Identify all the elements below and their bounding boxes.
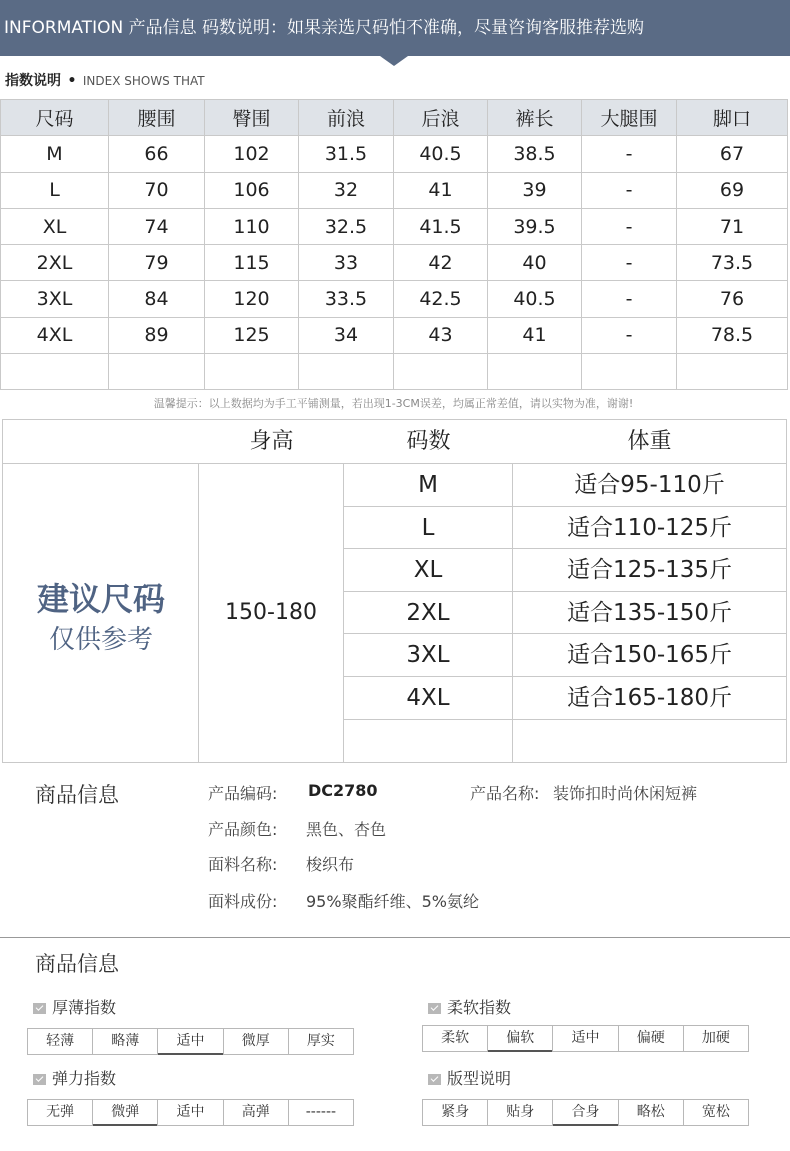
table-cell: 74	[109, 208, 205, 244]
scale-option: 加硬	[701, 1030, 730, 1046]
scale-option: 柔软	[423, 1026, 488, 1051]
table-cell: 42.5	[394, 281, 488, 317]
recommend-size: XL	[344, 549, 513, 591]
table-row-empty	[1, 354, 788, 390]
table-cell: 34	[299, 317, 394, 353]
index-label-cn: 指数说明	[5, 73, 61, 89]
softness-scale	[422, 1025, 749, 1052]
table-cell: 40	[488, 245, 582, 281]
table-cell: 79	[109, 245, 205, 281]
recommend-size	[344, 720, 513, 763]
fabric-name-label: 面料名称:	[208, 855, 278, 874]
table-cell	[394, 354, 488, 390]
recommend-size: L	[344, 507, 513, 549]
table-cell	[677, 354, 788, 390]
softness-index-heading	[428, 995, 511, 1018]
table-cell: 89	[109, 317, 205, 353]
table-header-row	[1, 100, 788, 136]
table-row	[1, 136, 788, 172]
recommend-size: 2XL	[344, 592, 513, 634]
banner-arrow	[380, 56, 408, 66]
recommend-row	[344, 634, 786, 677]
scale-option-selected: 偏软	[488, 1026, 553, 1051]
table-cell: 41	[488, 317, 582, 353]
recommend-row	[344, 677, 786, 720]
scale-option: 紧身	[423, 1100, 488, 1125]
scale-option: 适中	[158, 1100, 223, 1125]
header-cell: 后浪	[394, 100, 488, 136]
index-section-label	[5, 70, 205, 90]
table-cell: 39.5	[488, 208, 582, 244]
recommend-rows	[344, 464, 786, 762]
scale-option-selected: 合身	[553, 1100, 618, 1125]
table-cell: 110	[205, 208, 299, 244]
recommend-row	[344, 507, 786, 550]
fit-index-heading	[428, 1066, 511, 1089]
header-cell: 臀围	[205, 100, 299, 136]
product-color-label: 产品颜色:	[208, 820, 278, 839]
product-code-value: DC2780	[308, 781, 378, 800]
scale-option: 高弹	[224, 1100, 289, 1125]
table-cell: 66	[109, 136, 205, 172]
recommend-subtitle: 仅供参考	[48, 625, 153, 655]
recommend-size: M	[344, 464, 513, 506]
scale-option: ------	[305, 1104, 337, 1120]
scale-option: 略松	[619, 1100, 684, 1125]
product-name-value: 装饰扣时尚休闲短裤	[553, 784, 698, 803]
table-cell: 41.5	[394, 208, 488, 244]
table-cell: 78.5	[677, 317, 788, 353]
checkmark-icon	[428, 1074, 441, 1085]
table-cell: 106	[205, 172, 299, 208]
fabric-composition-value: 95%聚酯纤维、5%氨纶	[306, 892, 479, 911]
table-cell: 70	[109, 172, 205, 208]
table-cell: L	[1, 172, 109, 208]
recommend-weight: 适合150-165斤	[566, 642, 733, 669]
recommend-weight: 适合110-125斤	[566, 514, 733, 541]
recommend-weight: 适合165-180斤	[566, 684, 733, 711]
product-info-title: 商品信息	[35, 783, 119, 807]
header-cell: 脚口	[677, 100, 788, 136]
recommend-row-empty	[344, 720, 786, 763]
table-cell	[488, 354, 582, 390]
table-cell	[109, 354, 205, 390]
header-cell: 前浪	[299, 100, 394, 136]
bullet-icon: •	[67, 73, 77, 89]
recommend-title: 建议尺码	[36, 580, 165, 618]
height-range: 150-180	[199, 464, 344, 762]
table-cell: 125	[205, 317, 299, 353]
checkmark-icon	[33, 1003, 46, 1014]
product-name-label: 产品名称:	[470, 784, 540, 803]
recommend-size: 3XL	[344, 634, 513, 676]
thickness-index-heading	[33, 995, 116, 1018]
table-cell	[582, 354, 677, 390]
recommend-weight: 适合135-150斤	[566, 599, 733, 626]
table-cell: -	[582, 317, 677, 353]
header-cell: 尺码	[1, 100, 109, 136]
table-cell: -	[582, 172, 677, 208]
banner-title: INFORMATION 产品信息 码数说明：如果亲选尺码怕不准确，尽量咨询客服推荐选购	[4, 18, 644, 38]
measurement-tip: 温馨提示：以上数据均为手工平铺测量，若出现1-3CM误差，均属正常差值，请以实物为准，谢谢!	[153, 397, 634, 410]
scale-option: 适中	[553, 1026, 618, 1051]
table-cell: 33	[299, 245, 394, 281]
scale-option: 微厚	[224, 1029, 289, 1054]
table-cell: XL	[1, 208, 109, 244]
table-cell	[1, 354, 109, 390]
scale-option: 偏硬	[619, 1026, 684, 1051]
recommend-weight: 适合95-110斤	[574, 472, 725, 498]
table-cell: 40.5	[394, 136, 488, 172]
table-cell: 3XL	[1, 281, 109, 317]
table-row	[1, 281, 788, 317]
table-cell: -	[582, 208, 677, 244]
header-cell: 大腿围	[582, 100, 677, 136]
elasticity-index-label: 弹力指数	[52, 1069, 117, 1088]
table-row	[1, 208, 788, 244]
fabric-name-value: 梭织布	[306, 855, 355, 874]
table-cell: 84	[109, 281, 205, 317]
table-cell: 102	[205, 136, 299, 172]
table-cell: -	[582, 245, 677, 281]
checkmark-icon	[33, 1074, 46, 1085]
table-cell: 76	[677, 281, 788, 317]
size-measurement-table	[0, 99, 788, 390]
recommend-header-row	[3, 420, 786, 464]
thickness-scale	[27, 1028, 354, 1055]
table-cell	[299, 354, 394, 390]
table-cell: 32	[299, 172, 394, 208]
scale-option: 厚实	[306, 1033, 335, 1049]
table-cell: 38.5	[488, 136, 582, 172]
scale-option-selected: 微弹	[93, 1100, 158, 1125]
elasticity-index-heading	[33, 1066, 116, 1089]
recommend-row	[344, 464, 786, 507]
table-cell: 69	[677, 172, 788, 208]
section-divider	[0, 937, 790, 938]
table-cell: 32.5	[299, 208, 394, 244]
softness-index-label: 柔软指数	[447, 998, 512, 1017]
fit-index-label: 版型说明	[447, 1069, 512, 1088]
checkmark-icon	[428, 1003, 441, 1014]
table-cell	[205, 354, 299, 390]
recommended-size-table	[2, 419, 787, 763]
table-row	[1, 172, 788, 208]
recommend-title-cell	[3, 464, 199, 762]
thickness-index-label: 厚薄指数	[52, 998, 117, 1017]
product-color-value: 黑色、杏色	[306, 820, 387, 839]
table-cell: M	[1, 136, 109, 172]
table-row	[1, 245, 788, 281]
table-cell: 31.5	[299, 136, 394, 172]
recommend-row	[344, 592, 786, 635]
height-header: 身高	[249, 429, 294, 454]
table-cell: 33.5	[299, 281, 394, 317]
table-cell: 4XL	[1, 317, 109, 353]
scale-option: 略薄	[93, 1029, 158, 1054]
size-header: 码数	[406, 429, 451, 454]
index-label-en: INDEX SHOWS THAT	[82, 74, 205, 88]
table-cell: -	[582, 136, 677, 172]
elasticity-scale	[27, 1099, 354, 1126]
product-code-label: 产品编码:	[208, 784, 278, 803]
table-cell: 115	[205, 245, 299, 281]
table-cell: 41	[394, 172, 488, 208]
recommend-size: 4XL	[344, 677, 513, 719]
fabric-composition-label: 面料成份:	[208, 892, 278, 911]
weight-header: 体重	[627, 429, 672, 454]
table-cell: 43	[394, 317, 488, 353]
indices-title: 商品信息	[35, 952, 119, 976]
recommend-row	[344, 549, 786, 592]
table-cell: 120	[205, 281, 299, 317]
table-cell: 2XL	[1, 245, 109, 281]
table-cell: 73.5	[677, 245, 788, 281]
scale-option-selected: 适中	[158, 1029, 223, 1054]
scale-option: 贴身	[488, 1100, 553, 1125]
header-cell: 腰围	[109, 100, 205, 136]
table-cell: 42	[394, 245, 488, 281]
table-row	[1, 317, 788, 353]
scale-option: 无弹	[28, 1100, 93, 1125]
table-cell: -	[582, 281, 677, 317]
info-banner	[0, 0, 790, 56]
table-cell: 71	[677, 208, 788, 244]
header-cell: 裤长	[488, 100, 582, 136]
recommend-weight	[513, 720, 786, 763]
scale-option: 轻薄	[28, 1029, 93, 1054]
table-cell: 67	[677, 136, 788, 172]
fit-scale	[422, 1099, 749, 1126]
table-cell: 39	[488, 172, 582, 208]
recommend-weight: 适合125-135斤	[566, 557, 733, 584]
table-cell: 40.5	[488, 281, 582, 317]
scale-option: 宽松	[701, 1104, 730, 1120]
